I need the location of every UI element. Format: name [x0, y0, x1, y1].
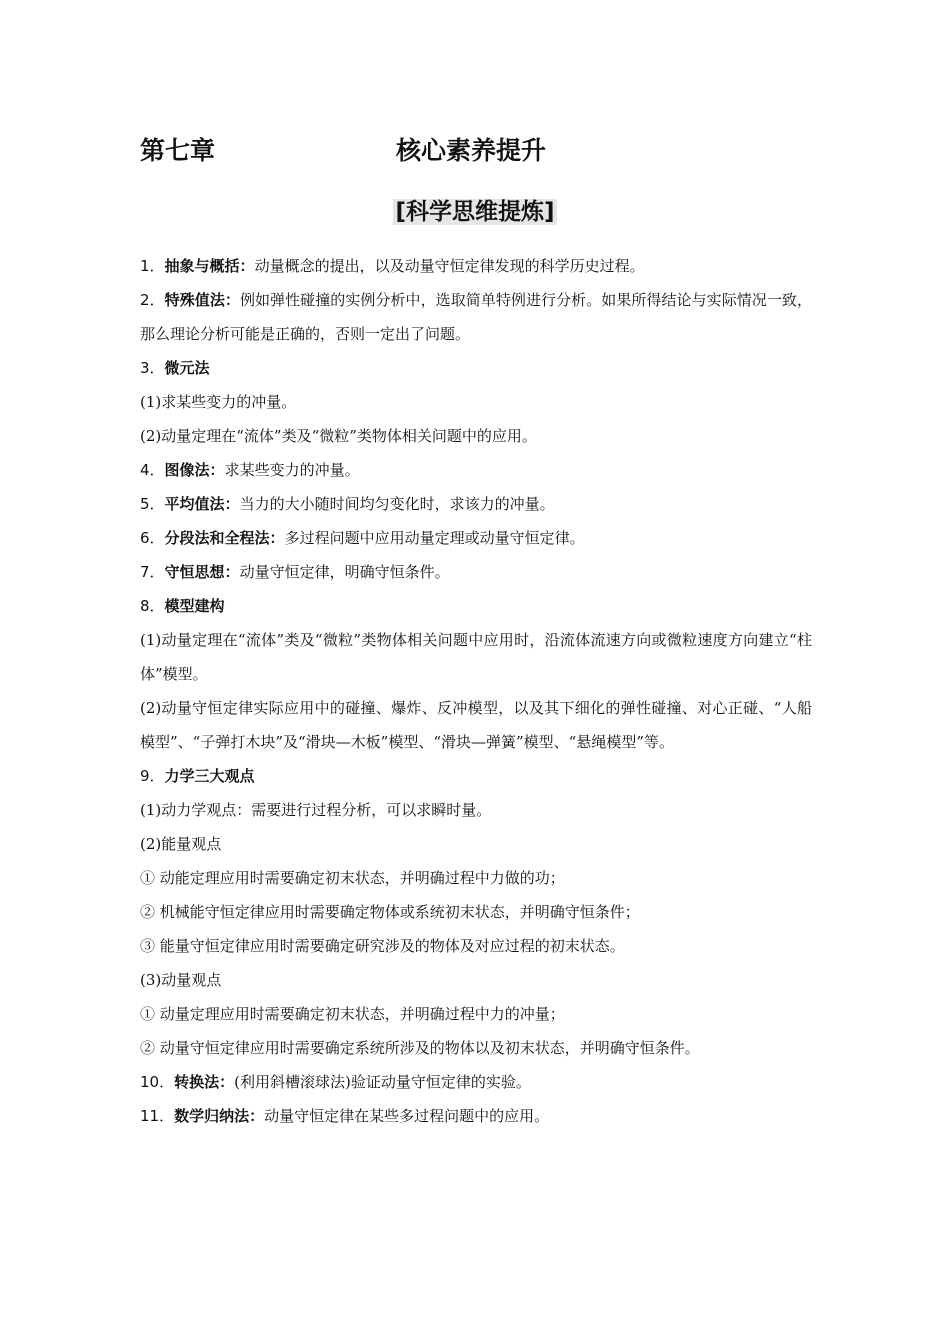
- item-term: 转换法：: [174, 1073, 235, 1091]
- item-term: 微元法: [164, 359, 210, 377]
- list-item: [140, 759, 812, 793]
- item-number: 1．: [140, 257, 165, 275]
- item-number: 7．: [140, 563, 165, 581]
- item-term: 模型建构: [164, 597, 225, 615]
- item-text: (利用斜槽滚球法)验证动量守恒定律的实验。: [234, 1073, 531, 1091]
- item-number: 11．: [140, 1107, 175, 1125]
- item-number: 5．: [140, 495, 165, 513]
- sub-item: (2)动量守恒定律实际应用中的碰撞、爆炸、反冲模型，以及其下细化的弹性碰撞、对心正碰、“人船模型”、“子弹打木块”及“滑块—木板”模型、“滑块—弹簧”模型、“悬绳模型”等。: [140, 699, 812, 751]
- item-text: 多过程问题中应用动量定理或动量守恒定律。: [284, 529, 585, 547]
- item-text: 动量守恒定律在某些多过程问题中的应用。: [264, 1107, 550, 1125]
- section-title: [0, 194, 950, 230]
- item-term: 力学三大观点: [164, 767, 255, 785]
- sub-item: ② 动量守恒定律应用时需要确定系统所涉及的物体以及初末状态，并明确守恒条件。: [140, 1039, 700, 1057]
- list-item: [140, 589, 812, 623]
- sub-item: (3)动量观点: [140, 971, 222, 989]
- item-term: 图像法：: [164, 461, 225, 479]
- list-item: [140, 1099, 812, 1133]
- section-title-text: [科学思维提炼]: [395, 199, 555, 225]
- item-text: 动量概念的提出，以及动量守恒定律发现的科学历史过程。: [254, 257, 645, 275]
- sub-item: (2)动量定理在“流体”类及“微粒”类物体相关问题中的应用。: [140, 427, 537, 445]
- sub-item: (1)动力学观点：需要进行过程分析，可以求瞬时量。: [140, 801, 492, 819]
- item-number: 9．: [140, 767, 165, 785]
- sub-item: ① 动能定理应用时需要确定初末状态，并明确过程中力做的功；: [140, 869, 565, 887]
- list-item: [140, 351, 812, 385]
- list-item: [140, 249, 812, 283]
- list-item: [140, 283, 812, 351]
- sub-item: (1)动量定理在“流体”类及“微粒”类物体相关问题中应用时，沿流体流速方向或微粒速度方向建立“柱体”模型。: [140, 631, 812, 683]
- item-text: 当力的大小随时间均匀变化时，求该力的冲量。: [239, 495, 555, 513]
- item-number: 4．: [140, 461, 165, 479]
- item-number: 8．: [140, 597, 165, 615]
- list-item: [140, 555, 812, 589]
- sub-item: ② 机械能守恒定律应用时需要确定物体或系统初末状态，并明确守恒条件；: [140, 903, 640, 921]
- item-number: 6．: [140, 529, 165, 547]
- item-text: 动量守恒定律，明确守恒条件。: [239, 563, 450, 581]
- list-item: [140, 521, 812, 555]
- sub-item: (2)能量观点: [140, 835, 222, 853]
- chapter-title: 核心素养提升: [396, 136, 547, 165]
- item-text: 例如弹性碰撞的实例分析中，选取简单特例进行分析。如果所得结论与实际情况一致，那么理论分析可能是正确的，否则一定出了问题。: [140, 291, 812, 343]
- item-term: 特殊值法：: [164, 291, 240, 309]
- item-term: 守恒思想：: [164, 563, 240, 581]
- list-item: [140, 453, 812, 487]
- item-term: 分段法和全程法：: [164, 529, 285, 547]
- item-number: 10．: [140, 1073, 175, 1091]
- item-term: 数学归纳法：: [174, 1107, 265, 1125]
- chapter-label: 第七章: [140, 136, 216, 165]
- item-term: 平均值法：: [164, 495, 240, 513]
- sub-item: ① 动量定理应用时需要确定初末状态，并明确过程中力的冲量；: [140, 1005, 565, 1023]
- list-item: [140, 487, 812, 521]
- list-item: [140, 1065, 812, 1099]
- chapter-header: [140, 133, 840, 169]
- item-number: 2．: [140, 291, 165, 309]
- sub-item: (1)求某些变力的冲量。: [140, 393, 297, 411]
- item-term: 抽象与概括：: [164, 257, 255, 275]
- item-text: 求某些变力的冲量。: [224, 461, 360, 479]
- content-body: [140, 249, 812, 1133]
- item-number: 3．: [140, 359, 165, 377]
- sub-item: ③ 能量守恒定律应用时需要确定研究涉及的物体及对应过程的初末状态。: [140, 937, 625, 955]
